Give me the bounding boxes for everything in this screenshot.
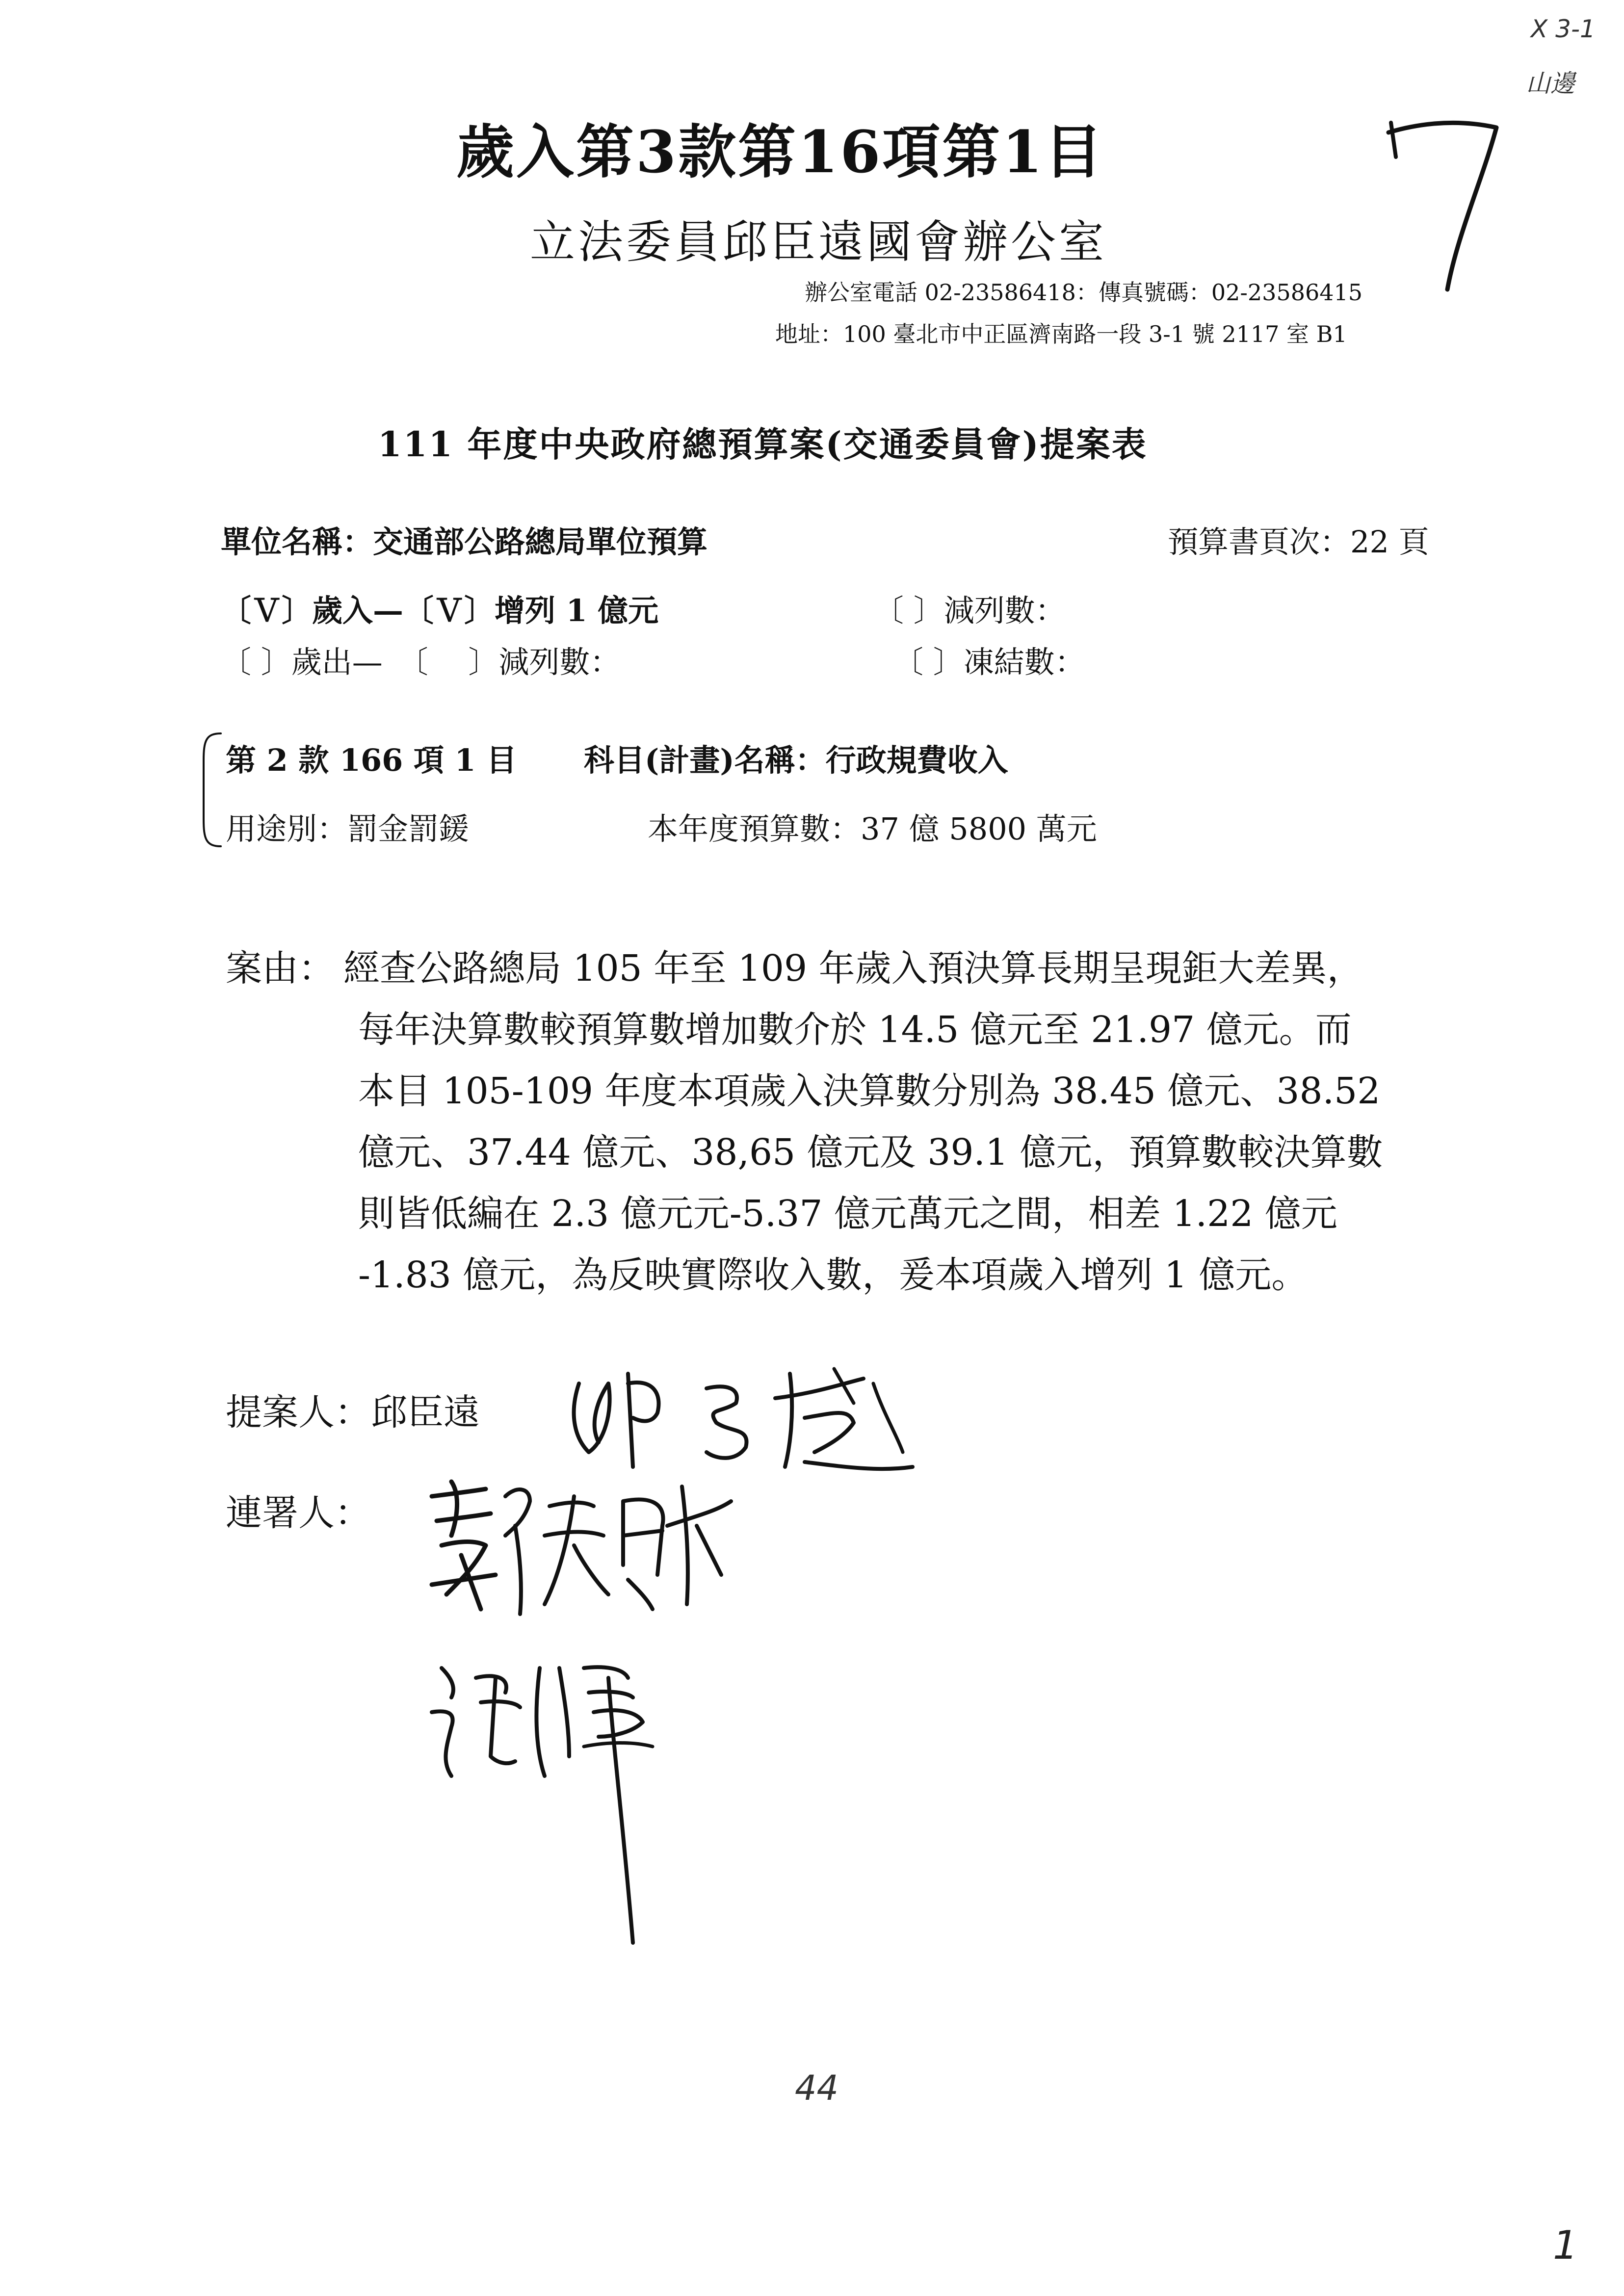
budget-amount: 本年度預算數：37 億 5800 萬元 [648,811,1097,847]
office-phone-fax: 辦公室電話 02-23586418：傳真號碼：02-23586415 [805,279,1363,306]
item-code: 第 2 款 166 項 1 目 [226,742,517,778]
cosigner-signature [422,1648,697,1953]
footer-handwritten-mark: 44 [795,2068,839,2108]
handwritten-number-seven [1384,113,1511,299]
reason-line: -1.83 億元，為反映實際收入數，爰本項歲入增列 1 億元。 [358,1254,1308,1296]
reason-line: 經查公路總局 105 年至 109 年歲入預決算長期呈現鉅大差異， [343,947,1363,990]
handwritten-heading: 歲入第3款第16項第1目 [456,118,1104,186]
expense-line: 〔 〕歲出— 〔 〕減列數： [221,644,621,680]
office-address: 地址：100 臺北市中正區濟南路一段 3-1 號 2117 室 B1 [775,321,1347,347]
cosigner-signature [422,1467,736,1624]
proposer-signature [559,1354,922,1482]
freeze-line: 〔 〕凍結數： [893,644,1085,680]
revenue-increase-line [221,586,658,630]
reason-line: 本目 105-109 年度本項歲入決算數分別為 38.45 億元、38.52 [358,1070,1381,1112]
usage-category: 用途別：罰金罰鍰 [226,811,470,847]
budget-page-ref-text: 預算書頁次：22 頁 [1168,524,1429,560]
office-name: 立法委員邱臣遠國會辦公室 [530,216,1107,268]
form-title: 111 年度中央政府總預算案(交通委員會)提案表 [378,424,1148,465]
reason-label: 案由： [226,947,335,990]
revenue-cut-line: 〔 〕減列數： [873,593,1066,628]
page-number: 1 [1553,2222,1578,2268]
item-bracket [196,731,226,849]
subject-name: 科目(計畫)名稱：行政規費收入 [584,742,1008,778]
revenue-increase-text: 〔Ｖ〕歲入—〔Ｖ〕增列 1 億元 [221,593,659,628]
corner-note: 山邊 [1526,69,1575,98]
reason-line: 則皆低編在 2.3 億元元-5.37 億元萬元之間，相差 1.22 億元 [358,1193,1337,1235]
corner-note: X 3-1 [1531,15,1596,43]
budget-page-ref [1168,518,1429,561]
reason-line: 億元、37.44 億元、38,65 億元及 39.1 億元，預算數較決算數 [358,1131,1383,1174]
proposer-label: 提案人：邱臣遠 [226,1391,480,1434]
reason-line: 每年決算數較預算數增加數介於 14.5 億元至 21.97 億元。而 [358,1009,1352,1051]
unit-name: 單位名稱：交通部公路總局單位預算 [221,524,708,560]
cosigner-label: 連署人： [226,1492,371,1534]
